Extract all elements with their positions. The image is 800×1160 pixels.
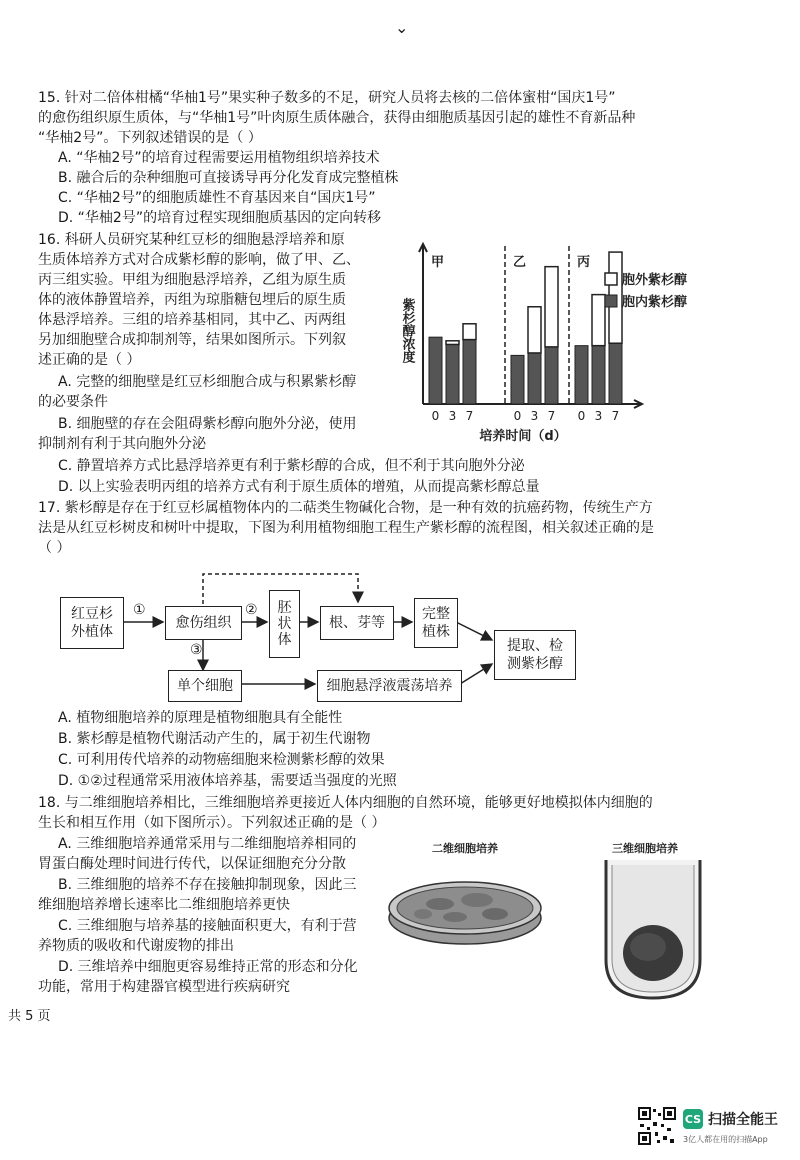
q15-option-a: A. “华柚2号”的培育过程需要运用植物组织培养技术 xyxy=(58,150,380,166)
flow-single-cell-label: 单个细胞 xyxy=(177,678,233,694)
flow-step-2: ② xyxy=(245,602,258,618)
flow-embryoid-label: 胚状体 xyxy=(277,600,292,648)
header-mark: ⌄ xyxy=(395,18,409,37)
flow-root-bud xyxy=(320,606,394,640)
flow-callus-label: 愈伤组织 xyxy=(175,615,232,631)
q16-option-a: A. 完整的细胞壁是红豆杉细胞合成与积累紫杉醇 xyxy=(58,374,357,390)
q15-option-d: D. “华柚2号”的培育过程实现细胞质基因的定向转移 xyxy=(58,210,382,226)
x-tick-label: 3 xyxy=(530,409,539,423)
q16-line-7: 述正确的是（ ） xyxy=(38,352,141,368)
flow-step-3: ③ xyxy=(190,642,203,658)
q17-line-3: （ ） xyxy=(38,540,71,556)
q18-line-1: 18. 与二维细胞培养相比，三维细胞培养更接近人体内细胞的自然环境，能够更好地模拟体内细胞的 xyxy=(38,795,653,811)
group-label: 乙 xyxy=(513,255,527,270)
flow-whole-plant-label: 完整植株 xyxy=(422,606,450,640)
x-tick-label: 3 xyxy=(448,409,457,423)
flow-suspension xyxy=(317,670,462,702)
scanner-slogan: 3亿人都在用的扫描App xyxy=(683,1135,768,1144)
flow-explant xyxy=(60,597,124,649)
x-tick-label: 7 xyxy=(611,409,620,423)
legend-label-intracellular: 胞内紫杉醇 xyxy=(622,295,688,310)
flow-single-cell xyxy=(168,670,242,702)
label-2d-culture: 二维细胞培养 xyxy=(432,842,498,855)
x-tick-label: 7 xyxy=(547,409,556,423)
flow-explant-label: 红豆杉外植体 xyxy=(71,606,113,640)
q18-option-a: A. 三维细胞培养通常采用与二维细胞培养相同的 xyxy=(58,836,357,852)
q17-option-b: B. 紫杉醇是植物代谢活动产生的，属于初生代谢物 xyxy=(58,731,371,747)
flow-suspension-label: 细胞悬浮液震荡培养 xyxy=(326,678,453,694)
q15-line-2: 的愈伤组织原生质体，与“华柚1号”叶肉原生质体融合，获得由细胞质基因引起的雄性不育新品种 xyxy=(38,110,636,126)
x-tick-label: 0 xyxy=(513,409,522,423)
q15-option-c: C. “华柚2号”的细胞质雄性不育基因来自“国庆1号” xyxy=(58,190,376,206)
group-label: 丙 xyxy=(577,255,591,270)
scanner-logo-icon xyxy=(683,1109,703,1129)
flow-root-bud-label: 根、芽等 xyxy=(329,615,385,631)
q18-option-d-cont: 功能，常用于构建器官模型进行疾病研究 xyxy=(38,979,290,995)
q16-line-4: 体的液体静置培养，丙组为琼脂糖包埋后的原生质 xyxy=(38,292,346,308)
scanner-app-name: 扫描全能王 xyxy=(708,1112,778,1128)
q16-line-1: 16. 科研人员研究某种红豆杉的细胞悬浮培养和原 xyxy=(38,232,345,248)
q16-line-5: 体悬浮培养。三组的培养基相同，其中乙、丙两组 xyxy=(38,312,346,328)
flow-callus xyxy=(165,606,242,640)
q18-option-b: B. 三维细胞的培养不存在接触抑制现象，因此三 xyxy=(58,877,357,893)
q17-line-1: 17. 紫杉醇是存在于红豆杉属植物体内的二萜类生物碱化合物，是一种有效的抗癌药物，传统生产方 xyxy=(38,500,653,516)
q16-option-b: B. 细胞壁的存在会阻碍紫杉醇向胞外分泌，使用 xyxy=(58,416,357,432)
x-tick-label: 0 xyxy=(431,409,440,423)
q17-option-c: C. 可利用传代培养的动物癌细胞来检测紫杉醇的效果 xyxy=(58,752,385,768)
q17-option-d: D. ①②过程通常采用液体培养基，需要适当强度的光照 xyxy=(58,773,397,789)
q16-line-3: 丙三组实验。甲组为细胞悬浮培养，乙组为原生质 xyxy=(38,272,346,288)
x-axis-label: 培养时间（d） xyxy=(479,429,567,444)
flow-whole-plant xyxy=(414,598,458,648)
x-tick-label: 3 xyxy=(594,409,603,423)
qr-code-icon xyxy=(637,1106,677,1146)
q16-option-d: D. 以上实验表明丙组的培养方式有利于原生质体的增殖，从而提高紫杉醇总量 xyxy=(58,479,540,495)
x-tick-label: 0 xyxy=(577,409,586,423)
q15-option-b: B. 融合后的杂种细胞可直接诱导再分化发育成完整植株 xyxy=(58,170,399,186)
q16-line-6: 另加细胞壁合成抑制剂等，结果如图所示。下列叙 xyxy=(38,332,346,348)
q17-line-2: 法是从红豆杉树皮和树叶中提取，下图为利用植物细胞工程生产紫杉醇的流程图，相关叙述正确的是 xyxy=(38,520,654,536)
q18-option-b-cont: 维细胞培养增长速率比二维细胞培养更快 xyxy=(38,897,290,913)
q16-option-b-cont: 抑制剂有利于其向胞外分泌 xyxy=(38,436,206,452)
legend-label-extracellular: 胞外紫杉醇 xyxy=(622,273,688,288)
q15-line-3: “华柚2号”。下列叙述错误的是（ ） xyxy=(38,130,262,146)
group-label: 甲 xyxy=(431,255,445,270)
q16-option-a-cont: 的必要条件 xyxy=(38,394,108,410)
petri-dish-image xyxy=(385,870,545,950)
flow-extract-label: 提取、检测紫杉醇 xyxy=(507,638,563,672)
y-axis-label: 紫杉醇浓度 xyxy=(399,298,415,363)
q17-option-a: A. 植物细胞培养的原理是植物细胞具有全能性 xyxy=(58,710,343,726)
q18-option-d: D. 三维培养中细胞更容易维持正常的形态和分化 xyxy=(58,959,358,975)
q15-line-1: 15. 针对二倍体柑橘“华柚1号”果实种子数多的不足，研究人员将去核的二倍体蜜柑“国庆1号” xyxy=(38,90,616,106)
q16-line-2: 生质体培养方式对合成紫杉醇的影响，做了甲、乙、 xyxy=(38,252,360,268)
q18-line-2: 生长和相互作用（如下图所示）。下列叙述正确的是（ ） xyxy=(38,815,386,831)
page-count: 共 5 页 xyxy=(8,1009,51,1024)
label-3d-culture: 三维细胞培养 xyxy=(612,842,678,855)
culture-tube-image xyxy=(598,855,708,1005)
flow-step-1: ① xyxy=(133,602,146,618)
flow-extract xyxy=(494,630,576,680)
x-tick-label: 7 xyxy=(465,409,474,423)
scanner-logo-text: CS xyxy=(684,1112,702,1126)
flow-embryoid xyxy=(269,590,300,658)
q18-option-a-cont: 胃蛋白酶处理时间进行传代，以保证细胞充分分散 xyxy=(38,856,346,872)
q18-option-c: C. 三维细胞与培养基的接触面积更大，有利于营 xyxy=(58,918,357,934)
q18-option-c-cont: 养物质的吸收和代谢废物的排出 xyxy=(38,938,234,954)
q16-option-c: C. 静置培养方式比悬浮培养更有利于紫杉醇的合成，但不利于其向胞外分泌 xyxy=(58,458,525,474)
